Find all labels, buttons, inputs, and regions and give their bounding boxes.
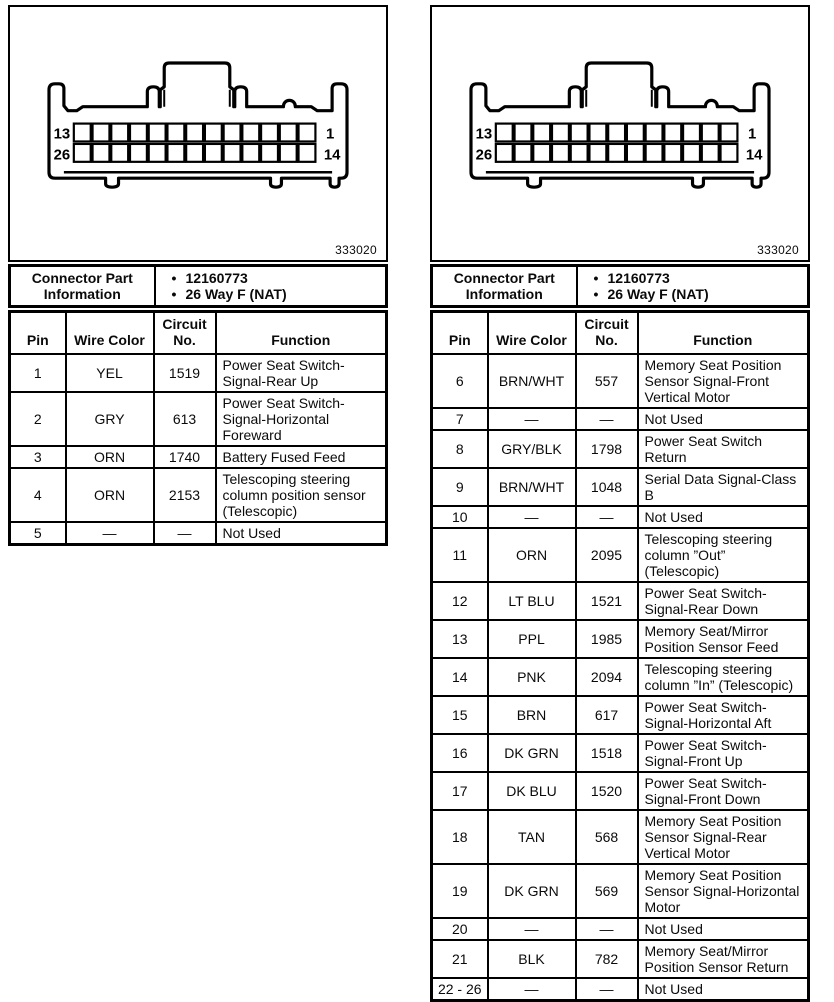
connector-type-item <box>594 286 804 302</box>
pin-cell: 12 <box>432 582 488 620</box>
header-row <box>432 312 809 355</box>
circuit-no-cell: 2094 <box>576 658 638 696</box>
table-row <box>432 506 809 528</box>
part-info-row <box>432 266 809 307</box>
circuit-no-cell: 2095 <box>576 528 638 582</box>
table-row <box>432 918 809 940</box>
function-cell: Telescoping steering column ”In” (Telescopic) <box>638 658 809 696</box>
pin-label-bottom-left: 26 <box>475 147 493 164</box>
table-row <box>432 658 809 696</box>
table-row <box>10 354 387 392</box>
table-row <box>432 354 809 408</box>
pin-cell: 5 <box>10 522 66 545</box>
connector-diagram <box>467 61 773 190</box>
function-cell: Serial Data Signal-Class B <box>638 468 809 506</box>
table-row <box>10 468 387 522</box>
table-row <box>432 696 809 734</box>
pin-cell: 18 <box>432 810 488 864</box>
table-row <box>432 864 809 918</box>
connector-part-info-table <box>8 264 388 308</box>
table-row <box>10 522 387 545</box>
function-cell: Power Seat Switch-Signal-Horizontal Foreward <box>216 392 387 446</box>
table-row <box>432 408 809 430</box>
circuit-no-cell: — <box>576 978 638 1001</box>
col-header-function: Function <box>638 312 809 355</box>
circuit-no-cell: 1519 <box>154 354 216 392</box>
part-number-item <box>172 270 382 286</box>
wire-color-cell: ORN <box>66 468 154 522</box>
part-number-item <box>594 270 804 286</box>
figure-number: 333020 <box>335 243 377 257</box>
bullet-icon: • <box>171 286 177 302</box>
circuit-no-cell: 613 <box>154 392 216 446</box>
pin-cell: 21 <box>432 940 488 978</box>
circuit-no-cell: — <box>154 522 216 545</box>
wire-color-cell: LT BLU <box>488 582 576 620</box>
wire-color-cell: BRN/WHT <box>488 468 576 506</box>
connector-type: 26 Way F (NAT) <box>185 286 287 302</box>
wire-color-cell: — <box>488 408 576 430</box>
table-row <box>10 392 387 446</box>
table-row <box>432 582 809 620</box>
pin-cell: 7 <box>432 408 488 430</box>
table-row <box>432 430 809 468</box>
pin-label-top-right: 1 <box>747 126 757 143</box>
circuit-no-cell: 1798 <box>576 430 638 468</box>
col-header-function: Function <box>216 312 387 355</box>
function-cell: Memory Seat/Mirror Position Sensor Feed <box>638 620 809 658</box>
pin-cell: 6 <box>432 354 488 408</box>
wire-color-cell: TAN <box>488 810 576 864</box>
function-cell: Not Used <box>216 522 387 545</box>
function-cell: Power Seat Switch-Signal-Rear Down <box>638 582 809 620</box>
pin-cell: 3 <box>10 446 66 468</box>
connector-figure <box>8 5 388 262</box>
wire-color-cell: GRY <box>66 392 154 446</box>
wire-color-cell: PPL <box>488 620 576 658</box>
col-header-circuit-no: Circuit No. <box>576 312 638 355</box>
circuit-no-cell: 569 <box>576 864 638 918</box>
function-cell: Not Used <box>638 918 809 940</box>
function-cell: Memory Seat Position Sensor Signal-Front Vertical Motor <box>638 354 809 408</box>
pin-label-bottom-left: 26 <box>53 147 71 164</box>
table-row <box>432 772 809 810</box>
wire-color-cell: BRN <box>488 696 576 734</box>
circuit-no-cell: 1740 <box>154 446 216 468</box>
wire-color-cell: GRY/BLK <box>488 430 576 468</box>
table-row <box>432 978 809 1001</box>
circuit-no-cell: 1985 <box>576 620 638 658</box>
function-cell: Not Used <box>638 506 809 528</box>
part-number: 12160773 <box>607 270 670 286</box>
pin-cell: 19 <box>432 864 488 918</box>
pin-cell: 15 <box>432 696 488 734</box>
pin-cell: 16 <box>432 734 488 772</box>
circuit-no-cell: 557 <box>576 354 638 408</box>
pin-cell: 4 <box>10 468 66 522</box>
function-cell: Memory Seat Position Sensor Signal-Horizontal Motor <box>638 864 809 918</box>
part-number: 12160773 <box>185 270 248 286</box>
col-header-wire-color: Wire Color <box>66 312 154 355</box>
function-cell: Battery Fused Feed <box>216 446 387 468</box>
col-header-pin: Pin <box>432 312 488 355</box>
wire-color-cell: DK GRN <box>488 734 576 772</box>
wire-color-cell: ORN <box>66 446 154 468</box>
function-cell: Power Seat Switch-Signal-Front Down <box>638 772 809 810</box>
table-row <box>432 810 809 864</box>
pin-cell: 22 - 26 <box>432 978 488 1001</box>
circuit-no-cell: 1520 <box>576 772 638 810</box>
wire-color-cell: DK BLU <box>488 772 576 810</box>
function-cell: Telescoping steering column ”Out” (Telescopic) <box>638 528 809 582</box>
pin-cell: 1 <box>10 354 66 392</box>
pin-cell: 20 <box>432 918 488 940</box>
connector-panel-right <box>430 5 810 1002</box>
function-cell: Not Used <box>638 408 809 430</box>
table-row <box>10 446 387 468</box>
part-info-title: Connector Part Information <box>432 266 577 307</box>
pin-table-left <box>8 310 388 546</box>
header-row <box>10 312 387 355</box>
wire-color-cell: BRN/WHT <box>488 354 576 408</box>
pin-cell: 11 <box>432 528 488 582</box>
part-info-row <box>10 266 387 307</box>
pin-label-top-right: 1 <box>325 126 335 143</box>
pin-cell: 10 <box>432 506 488 528</box>
connector-part-info-table <box>430 264 810 308</box>
table-row <box>432 940 809 978</box>
circuit-no-cell: — <box>576 506 638 528</box>
circuit-no-cell: — <box>576 918 638 940</box>
pin-label-bottom-right: 14 <box>323 147 341 164</box>
wire-color-cell: YEL <box>66 354 154 392</box>
function-cell: Power Seat Switch Return <box>638 430 809 468</box>
connector-figure <box>430 5 810 262</box>
bullet-icon: • <box>593 286 599 302</box>
function-cell: Power Seat Switch-Signal-Rear Up <box>216 354 387 392</box>
pin-table-right <box>430 310 810 1002</box>
circuit-no-cell: 617 <box>576 696 638 734</box>
wire-color-cell: BLK <box>488 940 576 978</box>
function-cell: Telescoping steering column position sensor (Telescopic) <box>216 468 387 522</box>
col-header-circuit-no: Circuit No. <box>154 312 216 355</box>
wire-color-cell: PNK <box>488 658 576 696</box>
circuit-no-cell: 2153 <box>154 468 216 522</box>
part-info-values <box>155 266 387 307</box>
connector-panel-left <box>8 5 388 546</box>
col-header-pin: Pin <box>10 312 66 355</box>
function-cell: Power Seat Switch-Signal-Front Up <box>638 734 809 772</box>
wire-color-cell: — <box>488 918 576 940</box>
pin-cell: 17 <box>432 772 488 810</box>
figure-number: 333020 <box>757 243 799 257</box>
pin-label-top-left: 13 <box>475 126 493 143</box>
function-cell: Memory Seat/Mirror Position Sensor Return <box>638 940 809 978</box>
bullet-icon: • <box>171 270 177 286</box>
circuit-no-cell: — <box>576 408 638 430</box>
table-row <box>432 468 809 506</box>
pin-cell: 13 <box>432 620 488 658</box>
connector-type-item <box>172 286 382 302</box>
table-row <box>432 734 809 772</box>
circuit-no-cell: 782 <box>576 940 638 978</box>
pin-cell: 14 <box>432 658 488 696</box>
part-info-values <box>577 266 809 307</box>
wire-color-cell: — <box>488 506 576 528</box>
table-row <box>432 528 809 582</box>
circuit-no-cell: 1521 <box>576 582 638 620</box>
wire-color-cell: ORN <box>488 528 576 582</box>
pin-cell: 9 <box>432 468 488 506</box>
wire-color-cell: — <box>488 978 576 1001</box>
part-info-title: Connector Part Information <box>10 266 155 307</box>
circuit-no-cell: 1048 <box>576 468 638 506</box>
col-header-wire-color: Wire Color <box>488 312 576 355</box>
connector-diagram <box>45 61 351 190</box>
pin-label-bottom-right: 14 <box>745 147 763 164</box>
wire-color-cell: DK GRN <box>488 864 576 918</box>
table-row <box>432 620 809 658</box>
function-cell: Not Used <box>638 978 809 1001</box>
function-cell: Power Seat Switch-Signal-Horizontal Aft <box>638 696 809 734</box>
pin-label-top-left: 13 <box>53 126 71 143</box>
bullet-icon: • <box>593 270 599 286</box>
circuit-no-cell: 568 <box>576 810 638 864</box>
wire-color-cell: — <box>66 522 154 545</box>
circuit-no-cell: 1518 <box>576 734 638 772</box>
pin-cell: 2 <box>10 392 66 446</box>
pin-cell: 8 <box>432 430 488 468</box>
function-cell: Memory Seat Position Sensor Signal-Rear Vertical Motor <box>638 810 809 864</box>
connector-type: 26 Way F (NAT) <box>607 286 709 302</box>
